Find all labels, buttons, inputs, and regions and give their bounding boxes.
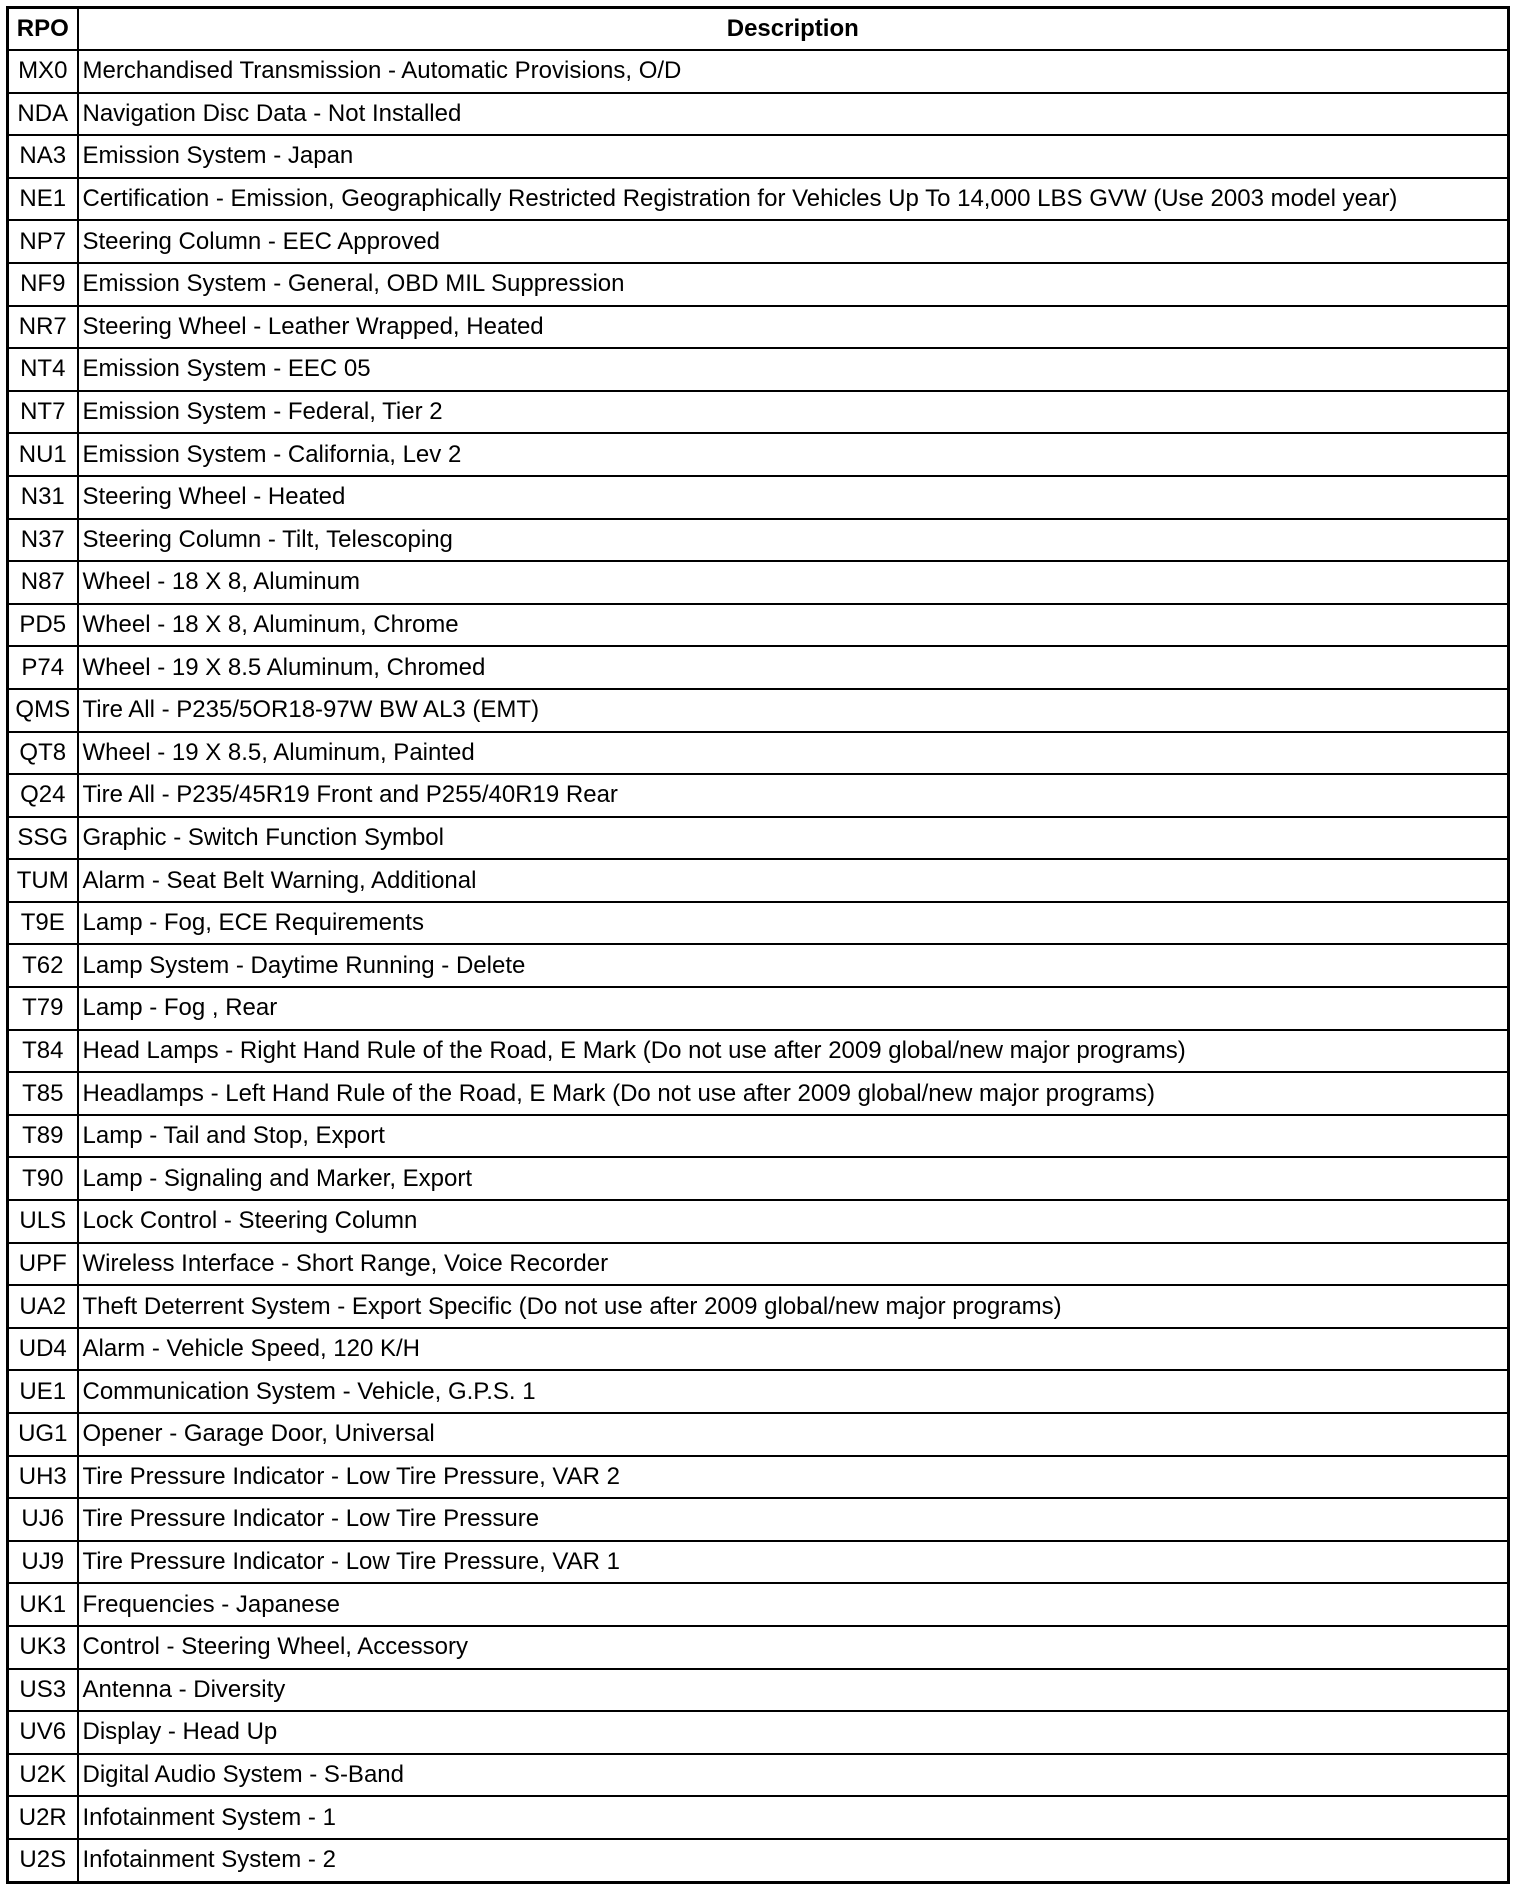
table-header [8, 8, 1509, 51]
table-row [8, 476, 1509, 519]
description-cell: Lamp - Fog , Rear [78, 987, 1509, 1030]
rpo-code-cell: T62 [8, 944, 78, 987]
rpo-code-cell: NF9 [8, 263, 78, 306]
table-row [8, 1200, 1509, 1243]
rpo-code-cell: U2K [8, 1754, 78, 1797]
description-cell: Theft Deterrent System - Export Specific (Do not use after 2009 global/new major programs) [78, 1285, 1509, 1328]
table-row [8, 902, 1509, 945]
table-row [8, 135, 1509, 178]
description-cell: Headlamps - Left Hand Rule of the Road, E Mark (Do not use after 2009 global/new major programs) [78, 1072, 1509, 1115]
table-row [8, 306, 1509, 349]
rpo-code-cell: QMS [8, 689, 78, 732]
description-cell: Wheel - 19 X 8.5 Aluminum, Chromed [78, 646, 1509, 689]
rpo-code-cell: UV6 [8, 1711, 78, 1754]
rpo-code-cell: P74 [8, 646, 78, 689]
description-cell: Tire Pressure Indicator - Low Tire Pressure, VAR 2 [78, 1456, 1509, 1499]
table-row [8, 1796, 1509, 1839]
rpo-code-cell: UG1 [8, 1413, 78, 1456]
table-row [8, 1839, 1509, 1882]
description-cell: Tire All - P235/45R19 Front and P255/40R19 Rear [78, 774, 1509, 817]
description-cell: Head Lamps - Right Hand Rule of the Road, E Mark (Do not use after 2009 global/new major programs) [78, 1030, 1509, 1073]
rpo-code-cell: NP7 [8, 220, 78, 263]
table-row [8, 1030, 1509, 1073]
table-row [8, 859, 1509, 902]
table-row [8, 1072, 1509, 1115]
rpo-code-cell: NT7 [8, 391, 78, 434]
table-row [8, 1669, 1509, 1712]
description-cell: Display - Head Up [78, 1711, 1509, 1754]
rpo-code-cell: UPF [8, 1243, 78, 1286]
table-row [8, 774, 1509, 817]
table-row [8, 1115, 1509, 1158]
table-row [8, 604, 1509, 647]
rpo-code-cell: T90 [8, 1157, 78, 1200]
rpo-code-cell: TUM [8, 859, 78, 902]
description-column-header: Description [78, 8, 1509, 51]
rpo-code-cell: N37 [8, 519, 78, 562]
rpo-table [6, 6, 1510, 1884]
table-row [8, 1711, 1509, 1754]
rpo-code-cell: U2R [8, 1796, 78, 1839]
rpo-code-cell: UA2 [8, 1285, 78, 1328]
description-cell: Emission System - Japan [78, 135, 1509, 178]
rpo-code-cell: T9E [8, 902, 78, 945]
rpo-code-cell: MX0 [8, 50, 78, 93]
table-row [8, 178, 1509, 221]
description-cell: Alarm - Vehicle Speed, 120 K/H [78, 1328, 1509, 1371]
description-cell: Lamp System - Daytime Running - Delete [78, 944, 1509, 987]
description-cell: Graphic - Switch Function Symbol [78, 817, 1509, 860]
description-cell: Lock Control - Steering Column [78, 1200, 1509, 1243]
rpo-code-cell: U2S [8, 1839, 78, 1882]
rpo-code-cell: US3 [8, 1669, 78, 1712]
description-cell: Emission System - General, OBD MIL Suppression [78, 263, 1509, 306]
description-cell: Steering Column - Tilt, Telescoping [78, 519, 1509, 562]
rpo-code-cell: UK3 [8, 1626, 78, 1669]
table-row [8, 519, 1509, 562]
table-row [8, 263, 1509, 306]
table-row [8, 433, 1509, 476]
description-cell: Control - Steering Wheel, Accessory [78, 1626, 1509, 1669]
rpo-code-cell: NU1 [8, 433, 78, 476]
rpo-code-cell: UH3 [8, 1456, 78, 1499]
rpo-code-cell: SSG [8, 817, 78, 860]
rpo-code-cell: Q24 [8, 774, 78, 817]
table-row [8, 817, 1509, 860]
table-row [8, 646, 1509, 689]
table-row [8, 93, 1509, 136]
table-row [8, 391, 1509, 434]
table-row [8, 1243, 1509, 1286]
rpo-code-cell: UK1 [8, 1583, 78, 1626]
rpo-column-header: RPO [8, 8, 78, 51]
header-row [8, 8, 1509, 51]
table-row [8, 1583, 1509, 1626]
rpo-code-cell: NT4 [8, 348, 78, 391]
table-row [8, 561, 1509, 604]
description-cell: Wheel - 18 X 8, Aluminum, Chrome [78, 604, 1509, 647]
rpo-code-cell: NE1 [8, 178, 78, 221]
description-cell: Lamp - Fog, ECE Requirements [78, 902, 1509, 945]
description-cell: Wireless Interface - Short Range, Voice Recorder [78, 1243, 1509, 1286]
description-cell: Emission System - EEC 05 [78, 348, 1509, 391]
rpo-code-cell: N87 [8, 561, 78, 604]
description-cell: Certification - Emission, Geographically Restricted Registration for Vehicles Up To 14,000 LBS GVW (Use 2003 model year) [78, 178, 1509, 221]
description-cell: Communication System - Vehicle, G.P.S. 1 [78, 1370, 1509, 1413]
rpo-code-cell: UD4 [8, 1328, 78, 1371]
description-cell: Digital Audio System - S-Band [78, 1754, 1509, 1797]
table-row [8, 1626, 1509, 1669]
table-row [8, 1413, 1509, 1456]
description-cell: Emission System - California, Lev 2 [78, 433, 1509, 476]
rpo-code-cell: T84 [8, 1030, 78, 1073]
description-cell: Navigation Disc Data - Not Installed [78, 93, 1509, 136]
table-row [8, 1456, 1509, 1499]
table-row [8, 220, 1509, 263]
rpo-code-cell: T85 [8, 1072, 78, 1115]
description-cell: Antenna - Diversity [78, 1669, 1509, 1712]
table-row [8, 1328, 1509, 1371]
description-cell: Frequencies - Japanese [78, 1583, 1509, 1626]
description-cell: Steering Wheel - Heated [78, 476, 1509, 519]
description-cell: Infotainment System - 2 [78, 1839, 1509, 1882]
rpo-code-cell: UJ9 [8, 1541, 78, 1584]
rpo-code-cell: NA3 [8, 135, 78, 178]
description-cell: Lamp - Tail and Stop, Export [78, 1115, 1509, 1158]
rpo-code-cell: T89 [8, 1115, 78, 1158]
description-cell: Steering Column - EEC Approved [78, 220, 1509, 263]
table-row [8, 987, 1509, 1030]
description-cell: Wheel - 19 X 8.5, Aluminum, Painted [78, 732, 1509, 775]
table-row [8, 50, 1509, 93]
description-cell: Tire Pressure Indicator - Low Tire Pressure, VAR 1 [78, 1541, 1509, 1584]
table-row [8, 1157, 1509, 1200]
table-row [8, 1285, 1509, 1328]
table-row [8, 1754, 1509, 1797]
description-cell: Steering Wheel - Leather Wrapped, Heated [78, 306, 1509, 349]
rpo-code-cell: PD5 [8, 604, 78, 647]
table-row [8, 732, 1509, 775]
rpo-code-cell: UE1 [8, 1370, 78, 1413]
description-cell: Opener - Garage Door, Universal [78, 1413, 1509, 1456]
description-cell: Lamp - Signaling and Marker, Export [78, 1157, 1509, 1200]
table-row [8, 944, 1509, 987]
description-cell: Tire Pressure Indicator - Low Tire Pressure [78, 1498, 1509, 1541]
description-cell: Alarm - Seat Belt Warning, Additional [78, 859, 1509, 902]
description-cell: Merchandised Transmission - Automatic Provisions, O/D [78, 50, 1509, 93]
table-row [8, 1541, 1509, 1584]
rpo-code-cell: NR7 [8, 306, 78, 349]
description-cell: Infotainment System - 1 [78, 1796, 1509, 1839]
table-body [8, 50, 1509, 1882]
table-row [8, 1498, 1509, 1541]
rpo-code-cell: ULS [8, 1200, 78, 1243]
description-cell: Emission System - Federal, Tier 2 [78, 391, 1509, 434]
description-cell: Tire All - P235/5OR18-97W BW AL3 (EMT) [78, 689, 1509, 732]
rpo-code-cell: N31 [8, 476, 78, 519]
table-row [8, 348, 1509, 391]
table-row [8, 689, 1509, 732]
description-cell: Wheel - 18 X 8, Aluminum [78, 561, 1509, 604]
rpo-code-cell: QT8 [8, 732, 78, 775]
table-row [8, 1370, 1509, 1413]
rpo-code-cell: UJ6 [8, 1498, 78, 1541]
rpo-code-cell: NDA [8, 93, 78, 136]
rpo-code-cell: T79 [8, 987, 78, 1030]
